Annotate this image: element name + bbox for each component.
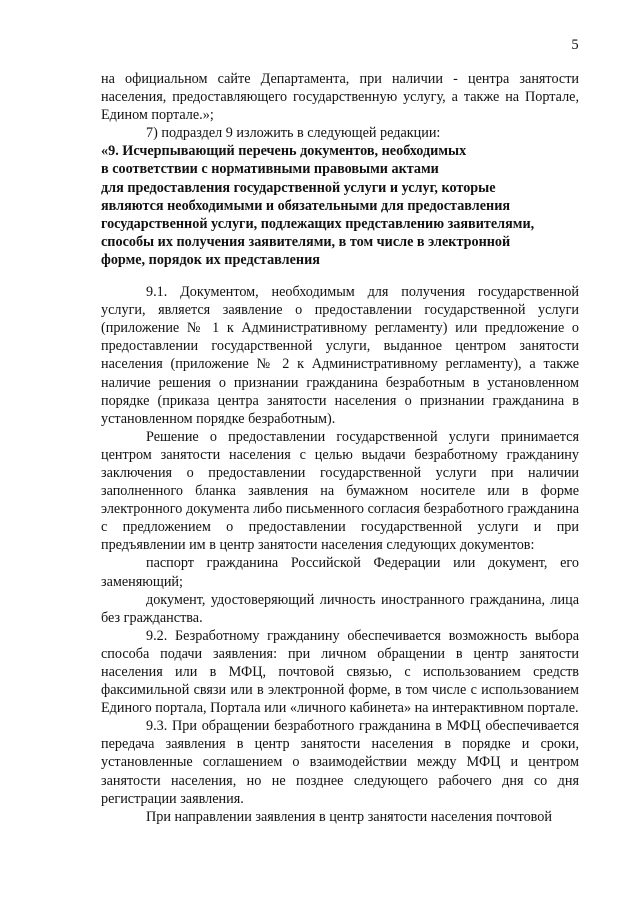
paragraph-9-2: 9.2. Безработному гражданину обеспечивается возможность выбора способа подачи заявления: при личном обращении в центр занятости населения или в МФЦ, почтовой связью, с использованием средств факсимильной связи или в электронной форме, в том числе с использованием Единого портала, Портала или «личного кабинета» на интерактивном портале.	[101, 627, 579, 717]
paragraph-decision: Решение о предоставлении государственной услуги принимается центром занятости населения с целью выдачи безработному гражданину заключения о предоставлении государственной услуги при наличии заполненного бланка заявления на бумажном носителе или в форме электронного документа либо письменного согласия безработного гражданина с предложением о предоставлении государственной услуги и при предъявлении им в центр занятости населения следующих документов:	[101, 428, 579, 554]
heading-line: «9. Исчерпывающий перечень документов, необходимых	[101, 143, 467, 160]
section-heading	[101, 142, 579, 269]
spacer	[101, 269, 579, 283]
paragraph-9-3: 9.3. При обращении безработного гражданина в МФЦ обеспечивается передача заявления в центр занятости населения в порядке и сроки, установленные соглашением о взаимодействии между МФЦ и центром занятости населения, но не позднее следующего рабочего дня со дня регистрации заявления.	[101, 718, 579, 807]
heading-line: форме, порядок их представления	[101, 251, 320, 268]
heading-line: в соответствии с нормативными правовыми актами	[101, 161, 439, 178]
paragraph-9-1: 9.1. Документом, необходимым для получения государственной услуги, является заявление о предоставлении государственной услуги (приложение № 1 к Административному регламенту) или предложение о предоставлении государственной услуги, выданное центром занятости населения (приложение № 2 к Административному регламенту), а также наличие решения о признании гражданина безработным в установленном порядке (приказа центра занятости населения о признании гражданина в установленном порядке безработным).	[101, 284, 579, 427]
heading-line: являются необходимыми и обязательными для предоставления	[101, 197, 511, 214]
lead-paragraph: на официальном сайте Департамента, при наличии - центра занятости населения, предоставляющего государственную услугу, а также на Портале, Едином портале.»;	[101, 71, 579, 124]
document-body	[101, 70, 579, 826]
page-number: 5	[571, 37, 579, 53]
amendment-item-7: 7) подраздел 9 изложить в следующей редакции:	[146, 125, 441, 142]
heading-line: для предоставления государственной услуги и услуг, которые	[101, 179, 496, 196]
paragraph-postal: При направлении заявления в центр занятости населения почтовой	[146, 808, 552, 825]
paragraph-identity-document: документ, удостоверяющий личность иностранного гражданина, лица без гражданства.	[101, 591, 579, 626]
heading-line: способы их получения заявителями, в том числе в электронной	[101, 233, 511, 250]
heading-line: государственной услуги, подлежащих представлению заявителями,	[101, 215, 535, 232]
paragraph-passport: паспорт гражданина Российской Федерации или документ, его заменяющий;	[101, 555, 579, 590]
